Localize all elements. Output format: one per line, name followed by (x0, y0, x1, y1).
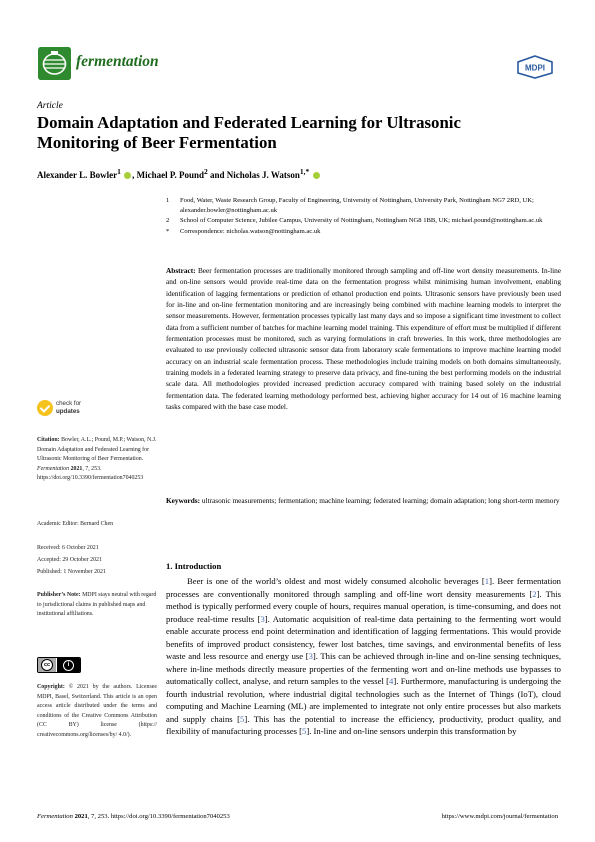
citation-text: Bowler, A.L.; Pound, M.P.; Watson, N.J. Domain Adaptation and Federated Learning for Ultrasonic Monitoring of Beer Fermentation. (37, 437, 157, 463)
footer-journal-url[interactable]: https://www.mdpi.com/journal/fermentation (441, 813, 558, 820)
citation-link[interactable]: 4 (389, 676, 394, 686)
copyright-text: © 2021 by the authors. Licensee MDPI, Basel, Switzerland. This article is an open access article distributed under the terms and conditions of the Creative Commons Attribution (CC BY) license (https:// creativecommons.org/licenses/by/ 4.0/). (37, 684, 158, 738)
affiliations (166, 196, 561, 237)
published-date: Published: 1 November 2021 (37, 569, 106, 575)
section-heading: 1. Introduction (166, 561, 222, 571)
footer-year: 2021 (74, 813, 88, 820)
affiliation-item (166, 227, 561, 237)
journal-logo-icon (38, 47, 71, 80)
copyright-label: Copyright: (37, 684, 65, 690)
keywords-text: ultrasonic measurements; fermentation; machine learning; federated learning; domain adaptation; long short-term memory (201, 496, 560, 505)
checkmark-icon (37, 400, 53, 416)
citation-link[interactable]: 3 (308, 651, 313, 661)
check-updates-button[interactable] (37, 400, 127, 418)
citation-block (37, 436, 157, 484)
keywords (166, 495, 561, 506)
publisher-note-text: MDPI stays neutral with regard to jurisdictional claims in published maps and institutional affiliations. (37, 592, 157, 618)
cc-icon: cc (41, 659, 53, 671)
copyright-block (37, 683, 157, 741)
accepted-date: Accepted: 29 October 2021 (37, 557, 102, 563)
attribution-icon: i (63, 660, 74, 671)
author-affil-sup: 1,* (299, 167, 310, 176)
abstract-label: Abstract: (166, 266, 196, 275)
citation-link[interactable]: 1 (484, 576, 490, 586)
academic-editor: Academic Editor: Bernard Chen (37, 521, 114, 527)
footer-journal: Fermentation (37, 813, 73, 820)
footer-citation (37, 813, 230, 820)
affiliation-number: 1 (166, 197, 170, 204)
author-affil-sup: 1 (117, 167, 121, 176)
author-separator: , (132, 170, 137, 180)
citation-link[interactable]: 2 (532, 588, 537, 599)
abstract-text: Beer fermentation processes are traditionally monitored through sampling and off-line wort density measurements. In-line and on-line sensors would provide real-time data on the fermentation progress whilst minimising human involvement, enabling identification of lagging fermentations or prediction of ethanol production end points. Ultrasonic sensors have previously been used for in-line and on-line fermentation monitoring and are increasingly being combined with machine learning models to interpret the sensor measurements. However, fermentation processes typically last many days and so impose a significant time investment to collect data from a sufficient number of batches for machine learning model training. This expenditure of effort must be multiplied if different fermentation processes must be monitored, such as varying formulations in craft breweries. In this work, three methodologies are evaluated to use previously collected ultrasonic sensor data from laboratory scale fermentations to improve machine learning model accuracy on an industrial scale fermentation process. These methodologies include training models on both domains simultaneously, training models in a federated learning strategy to preserve data privacy, and fine-tuning the best performing models on the industrial scale data. All methodologies provided increased prediction accuracy compared with training based solely on the industrial fermentation data. The federated learning methodology performed best, achieving higher accuracy for 14 out of 16 machine learning tasks compared with the base case model. (166, 266, 562, 412)
citation-doi[interactable]: , 7, 253. https://doi.org/10.3390/fermentation7040253 (37, 465, 144, 482)
received-date: Received: 6 October 2021 (37, 545, 99, 551)
cc-by-license-badge[interactable] (37, 657, 81, 673)
publisher-note-label: Publisher’s Note: (37, 592, 81, 598)
mdpi-logo-icon (516, 55, 554, 79)
citation-link[interactable]: 5 (240, 713, 245, 724)
article-type: Article (37, 101, 63, 111)
author-name[interactable]: Alexander L. Bowler (37, 170, 118, 180)
abstract (166, 265, 561, 412)
publisher-note (37, 591, 157, 620)
keywords-label: Keywords: (166, 496, 201, 505)
mdpi-logo-text: MDPI (525, 63, 545, 73)
correspondence-text: Correspondence: nicholas.watson@nottingham.ac.uk (180, 227, 321, 235)
citation-link[interactable]: 3 (260, 613, 265, 624)
citation-label: Citation: (37, 437, 60, 443)
author-list (37, 167, 321, 180)
author-affil-sup: 2 (204, 167, 208, 176)
author-separator: and (207, 170, 227, 180)
author-name[interactable]: Nicholas J. Watson (226, 170, 300, 180)
paper-title: Domain Adaptation and Federated Learning for Ultrasonic Monitoring of Beer Fermentation (37, 113, 461, 152)
author-name[interactable]: Michael P. Pound (136, 170, 205, 180)
citation-journal: Fermentation (37, 465, 70, 472)
check-updates-line2: updates (56, 407, 80, 415)
citation-year: 2021 (70, 465, 83, 472)
orcid-icon[interactable] (313, 172, 320, 179)
introduction-paragraph: Beer is one of the world’s oldest and most widely consumed alcoholic beverages [1]. Beer fermentation processes are conventionally monitored through sampling and off-line wort density measurements [2]. This method is typically performed every couple of hours, requires manual operation, is time-consuming, and does not produce real-time results [3]. Automatic acquisition of real-time data pertaining to the fermenting wort would enable accurate process end point determination and identification of lagging fermentations. This would provide benefits of improved product consistency, fewer lost batches, time savings, and environmental benefits of less waste and less resource and energy use [3]. This can be achieved through in-line and on-line sensing techniques, where in-line methods directly measure properties of the fermenting wort and on-line methods use bypasses to automatically collect, analyse, and return samples to the vessel [4]. Furthermore, manufacturing is undergoing the fourth industrial revolution, where industrial digital technologies such as the Internet of Things (IoT), cloud computing and Machine Learning (ML) are implemented to integrate not only entire processes but also markets and supply chains [5]. This has the potential to increase the efficiency, productivity, product quality, and flexibility of manufacturing processes [5]. In-line and on-line sensors underpin this transformation by (166, 576, 561, 736)
affiliation-number: * (166, 227, 170, 235)
affiliation-text: Food, Water, Waste Research Group, Faculty of Engineering, University of Nottingham, University Park, Nottingham NG7 2RD, UK; alexander.bowler@nottingham.ac.uk (180, 197, 534, 215)
affiliation-item (166, 216, 561, 226)
footer-doi[interactable]: , 7, 253. https://doi.org/10.3390/fermentation7040253 (87, 813, 230, 820)
citation-link[interactable]: 5 (302, 726, 307, 736)
check-updates-line1: check for (56, 400, 82, 407)
affiliation-number: 2 (166, 217, 170, 225)
orcid-icon[interactable] (124, 172, 131, 179)
journal-name: fermentation (76, 53, 159, 70)
affiliation-item (166, 196, 561, 216)
affiliation-text: School of Computer Science, Jubilee Campus, University of Nottingham, Nottingham NG8 1BB, UK; michael.pound@nottingham.ac.uk (180, 217, 543, 225)
